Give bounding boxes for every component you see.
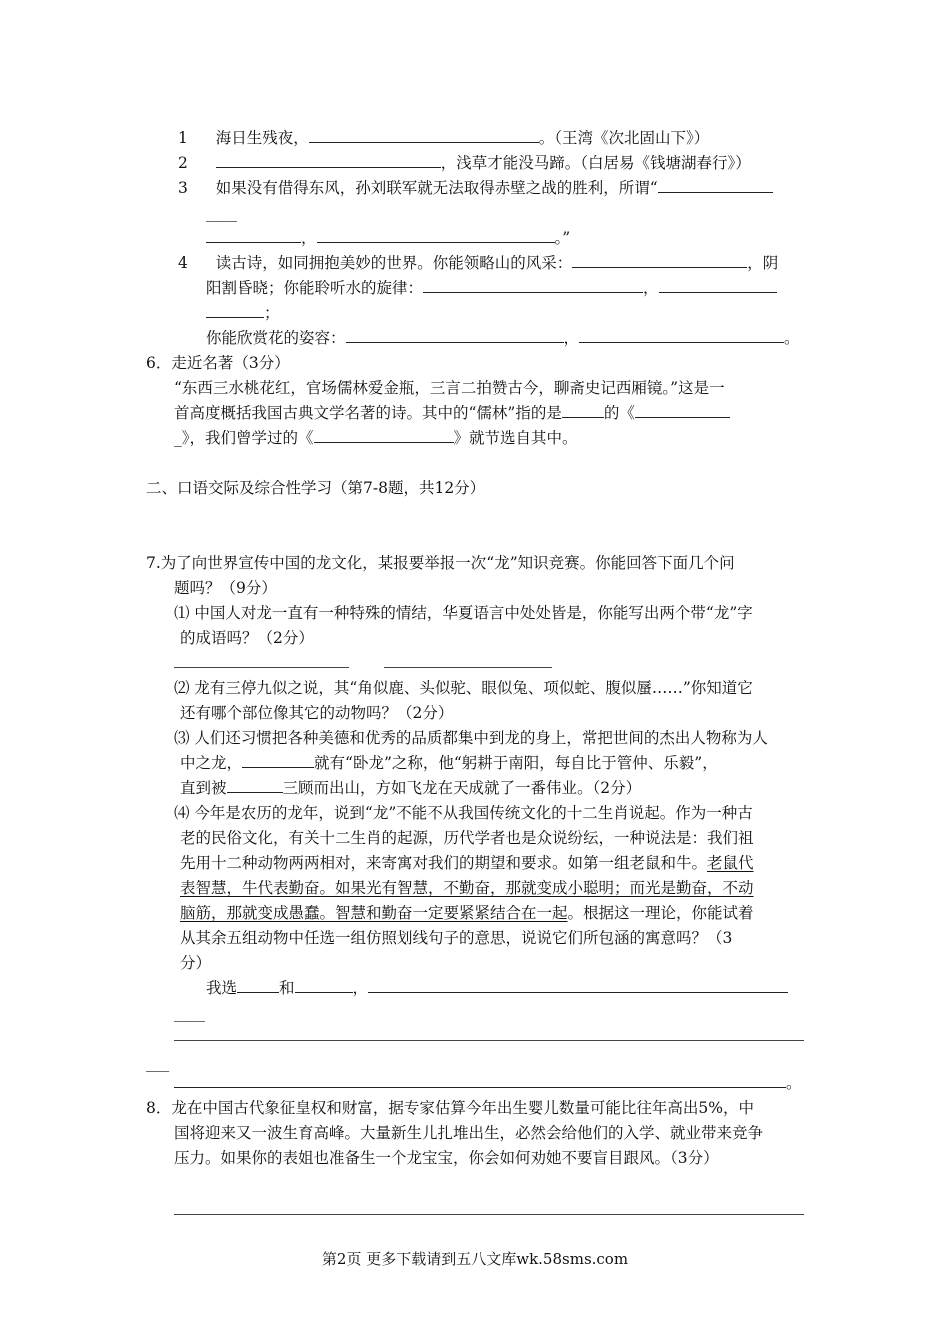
answer-blank[interactable] xyxy=(368,978,788,993)
underlined-sentence: 表智慧，牛代表勤奋。如果光有智慧，不勤奋，那就变成小聪明；而光是勤奋，不动 xyxy=(180,879,754,897)
text-fragment: 直到被 xyxy=(180,779,227,797)
answer-blank[interactable] xyxy=(317,228,555,243)
q7-sub3-line3 xyxy=(180,778,641,798)
answer-blank[interactable] xyxy=(295,978,353,993)
text-fragment: 和 xyxy=(279,979,295,997)
poem-source: 。（王湾《次北固山下》） xyxy=(538,129,710,147)
q7-sub2-line2: 还有哪个部位像其它的动物吗？（2分） xyxy=(180,704,454,722)
q5-item-4-line4 xyxy=(206,328,800,348)
q6-title: 6．走近名著（3分） xyxy=(146,354,290,372)
answer-blank[interactable] xyxy=(206,303,264,318)
q7-sub3-line1: ⑶ 人们还习惯把各种美德和优秀的品质都集中到龙的身上，常把世间的杰出人物称为人 xyxy=(174,729,768,747)
answer-blank[interactable] xyxy=(314,428,454,443)
q7-sub4-line3 xyxy=(180,853,754,873)
text-fragment: 就有“卧龙”之称，他“躬耕于南阳，每自比于管仲、乐毅”， xyxy=(314,754,718,772)
comma: ， xyxy=(301,229,317,247)
text-fragment: 首高度概括我国古典文学名著的诗。其中的“儒林”指的是 xyxy=(174,404,562,422)
q7-line-1: 7.为了向世界宣传中国的龙文化，某报要举报一次“龙”知识竞赛。你能回答下面几个问 xyxy=(146,554,735,572)
text-fragment: 。根据这一理论，你能试着 xyxy=(567,904,754,922)
period: 。 xyxy=(786,1074,802,1092)
q7-answer-last xyxy=(174,1073,802,1093)
text-fragment: 我选 xyxy=(206,979,238,997)
item-number: 2 xyxy=(178,154,188,172)
text-fragment: 先用十二种动物两两相对，来寄寓对我们的期望和要求。如第一组老鼠和牛。 xyxy=(180,854,708,872)
text-fragment: 的《 xyxy=(603,404,635,422)
q8-line-1: 8．龙在中国古代象征皇权和财富，据专家估算今年出生婴儿数量可能比往年高出5%，中 xyxy=(146,1099,754,1117)
answer-blank[interactable] xyxy=(635,403,730,418)
q7-sub2-line1: ⑵ 龙有三停九似之说，其“角似鹿、头似驼、眼似兔、项似蛇、腹似蜃……”你知道它 xyxy=(174,679,753,697)
answer-line[interactable] xyxy=(174,1214,804,1215)
answer-blank[interactable] xyxy=(309,128,539,143)
q7-sub4-line1: ⑷ 今年是农历的龙年，说到“龙”不能不从我国传统文化的十二生肖说起。作为一种古 xyxy=(174,804,753,822)
comma: ， xyxy=(643,279,659,297)
q7-sub1-line2: 的成语吗？（2分） xyxy=(180,629,314,647)
period: 。 xyxy=(784,329,800,347)
q7-sub4-line7: 分） xyxy=(180,954,212,972)
q5-item-4 xyxy=(178,253,778,273)
answer-blank[interactable] xyxy=(658,178,773,193)
answer-blank[interactable] xyxy=(242,753,314,768)
q7-sub4-line6: 从其余五组动物中任选一组仿照划线句子的意思，说说它们所包涵的寓意吗？（3 xyxy=(180,929,733,947)
underlined-sentence: 脑筋，那就变成愚蠢。智慧和勤奋一定要紧紧结合在一起 xyxy=(180,904,568,922)
answer-blank[interactable] xyxy=(659,278,777,293)
q7-sub4-line5 xyxy=(180,903,754,923)
text-fragment: ，阴 xyxy=(747,254,779,272)
closing-quote: 。” xyxy=(554,229,571,247)
text-fragment: 阳割昏晓；你能聆听水的旋律： xyxy=(206,279,424,297)
poem-line: 海日生残夜， xyxy=(215,129,309,147)
q7-sub4-line2: 老的民俗文化，有关十二生肖的起源，历代学者也是众说纷纭，一种说法是：我们祖 xyxy=(180,829,754,847)
q5-item-2 xyxy=(178,153,751,173)
question-text: 读古诗，如同拥抱美妙的世界。你能领略山的风采： xyxy=(215,254,573,272)
q8-line-2: 国将迎来又一波生育高峰。大量新生儿扎堆出生，必然会给他们的入学、就业带来竞争 xyxy=(174,1124,764,1142)
item-number: 1 xyxy=(178,129,188,147)
answer-blank[interactable] xyxy=(572,253,747,268)
q7-answer-dash: ___ xyxy=(146,1054,170,1072)
answer-blank[interactable] xyxy=(206,228,301,243)
q7-answer-line xyxy=(206,978,788,998)
semicolon: ； xyxy=(264,304,280,322)
poem-line: ，浅草才能没马蹄。（白居易《钱塘湖春行》） xyxy=(440,154,751,172)
answer-blank[interactable] xyxy=(174,1073,786,1088)
text-fragment: 》就节选自其中。 xyxy=(453,429,578,447)
text-fragment: 三顾而出山，方如飞龙在天成就了一番伟业。（2分） xyxy=(282,779,642,797)
section-2-heading: 二、口语交际及综合性学习（第7-8题，共12分） xyxy=(146,479,486,497)
q5-item-3 xyxy=(178,178,773,198)
text-fragment: 你能欣赏花的姿容： xyxy=(206,329,346,347)
page-footer: 第2页 更多下载请到五八文库wk.58sms.com xyxy=(321,1250,629,1268)
answer-blank[interactable] xyxy=(237,978,279,993)
answer-blank[interactable] xyxy=(346,328,564,343)
answer-blank[interactable] xyxy=(579,328,784,343)
item-number: 4 xyxy=(178,254,188,272)
answer-blank[interactable] xyxy=(562,403,604,418)
answer-line[interactable] xyxy=(384,667,552,668)
q7-answer-tail: ____ xyxy=(174,1004,205,1022)
question-text: 如果没有借得东风，孙刘联军就无法取得赤壁之战的胜利，所谓“ xyxy=(215,179,658,197)
q7-sub4-line4 xyxy=(180,878,754,898)
text-fragment: 中之龙， xyxy=(180,754,243,772)
q5-item-4-line3 xyxy=(206,303,280,323)
answer-blank[interactable] xyxy=(423,278,643,293)
q5-item-4-line2 xyxy=(206,278,777,298)
q7-sub3-line2 xyxy=(180,753,718,773)
q5-item-3-blanks xyxy=(206,228,570,248)
q5-item-3-tail: ____ xyxy=(206,204,237,222)
answer-line[interactable] xyxy=(174,667,349,668)
q6-line-1: “东西三水桃花红，官场儒林爱金瓶，三言二拍赞古今，聊斋史记西厢镜。”这是一 xyxy=(174,379,725,397)
item-number: 3 xyxy=(178,179,188,197)
comma: ， xyxy=(563,329,580,347)
q7-sub1-line1: ⑴ 中国人对龙一直有一种特殊的情结，华夏语言中处处皆是，你能写出两个带“龙”字 xyxy=(174,604,753,622)
answer-blank[interactable] xyxy=(227,778,283,793)
text-fragment: _》，我们曾学过的《 xyxy=(174,429,314,447)
answer-line[interactable] xyxy=(174,1040,804,1041)
q6-line-2 xyxy=(174,403,730,423)
answer-blank[interactable] xyxy=(216,153,441,168)
underlined-sentence: 老鼠代 xyxy=(707,854,754,872)
q5-item-1 xyxy=(178,128,709,148)
comma: ， xyxy=(352,979,369,997)
q7-line-2: 题吗？（9分） xyxy=(174,579,277,597)
q6-line-3 xyxy=(174,428,578,448)
q8-line-3: 压力。如果你的表姐也准备生一个龙宝宝，你会如何劝她不要盲目跟风。（3分） xyxy=(174,1149,719,1167)
